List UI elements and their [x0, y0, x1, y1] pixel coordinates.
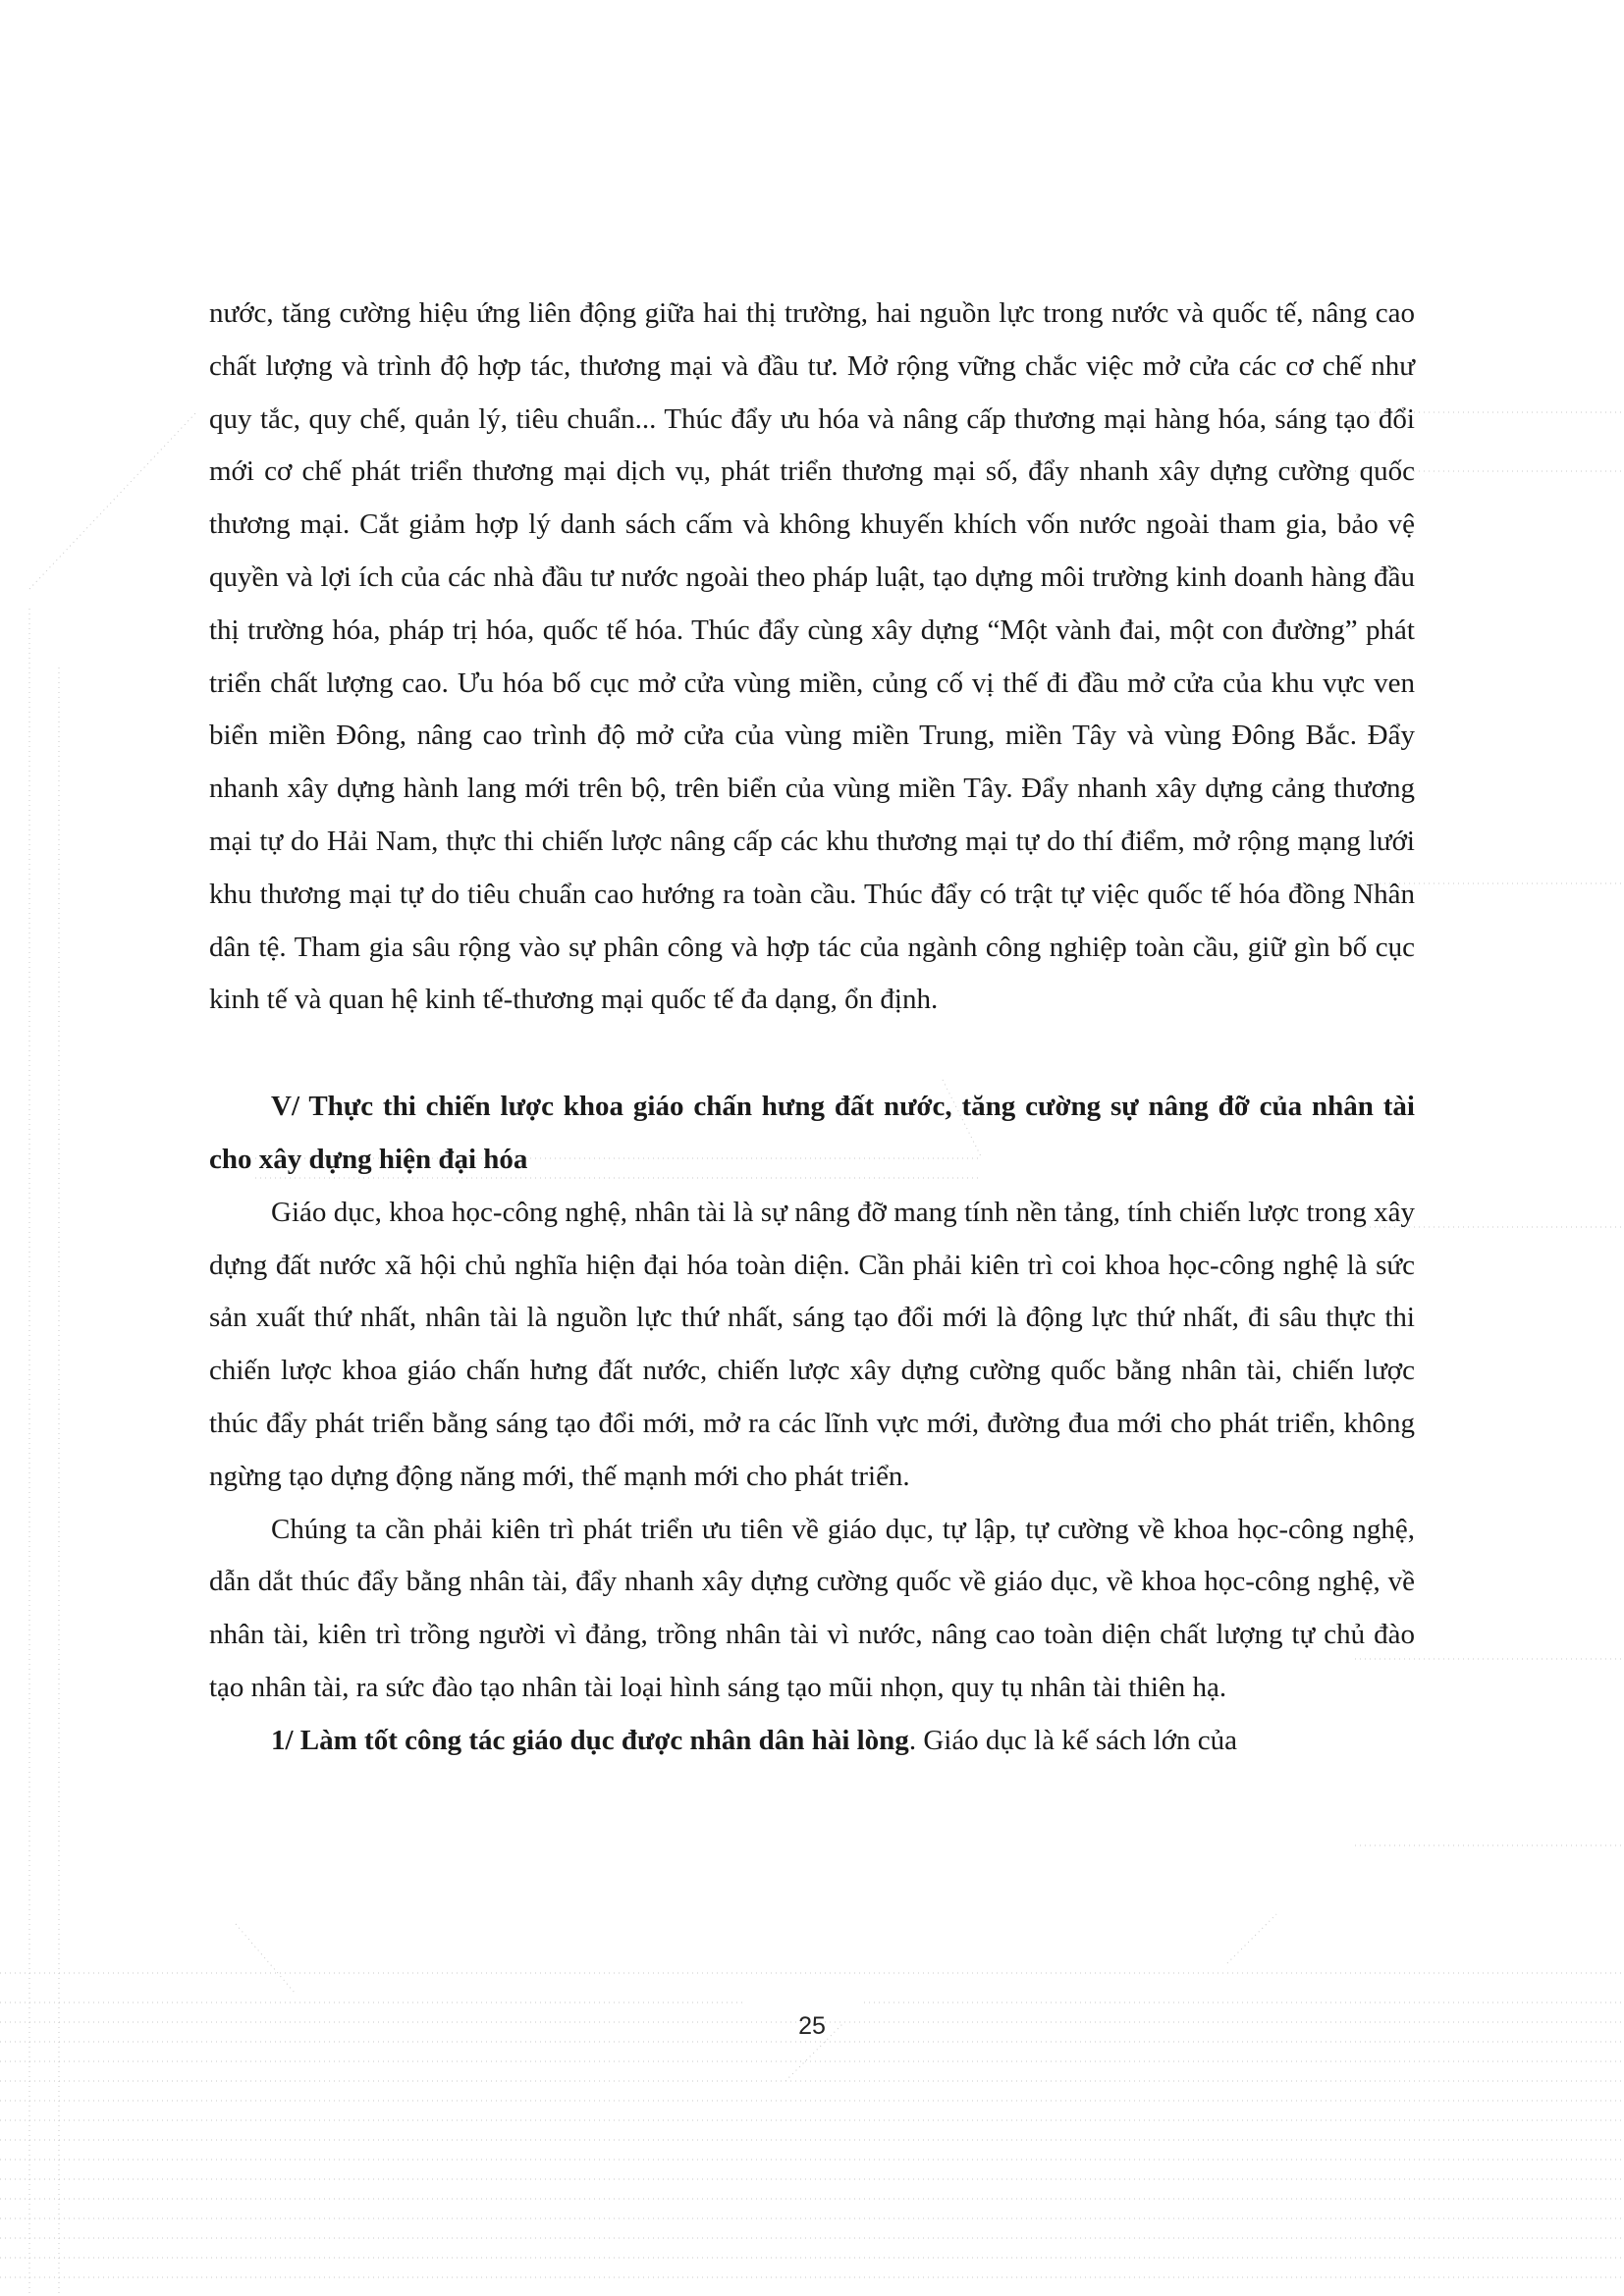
paragraph-trade-opening: nước, tăng cường hiệu ứng liên động giữa hai thị trường, hai nguồn lực trong nước và quốc tế, nâng cao chất lượng và trình độ hợp tác, thương mại và đầu tư. Mở rộng vững chắc việc mở cửa các cơ chế như quy tắc, quy chế, quản lý, tiêu chuẩn... Thúc đẩy ưu hóa và nâng cấp thương mại hàng hóa, sáng tạo đổi mới cơ chế phát triển thương mại dịch vụ, phát triển thương mại số, đẩy nhanh xây dựng cường quốc thương mại. Cắt giảm hợp lý danh sách cấm và không khuyến khích vốn nước ngoài tham gia, bảo vệ quyền và lợi ích của các nhà đầu tư nước ngoài theo pháp luật, tạo dựng môi trường kinh doanh hàng đầu thị trường hóa, pháp trị hóa, quốc tế hóa. Thúc đẩy cùng xây dựng “Một vành đai, một con đường” phát triển chất lượng cao. Ưu hóa bố cục mở cửa vùng miền, củng cố vị thế đi đầu mở cửa của khu vực ven biển miền Đông, nâng cao trình độ mở cửa của vùng miền Trung, miền Tây và vùng Đông Bắc. Đẩy nhanh xây dựng hành lang mới trên bộ, trên biển của vùng miền Tây. Đẩy nhanh xây dựng cảng thương mại tự do Hải Nam, thực thi chiến lược nâng cấp các khu thương mại tự do thí điểm, mở rộng mạng lưới khu thương mại tự do tiêu chuẩn cao hướng ra toàn cầu. Thúc đẩy có trật tự việc quốc tế hóa đồng Nhân dân tệ. Tham gia sâu rộng vào sự phân công và hợp tác của ngành công nghiệp toàn cầu, giữ gìn bố cục kinh tế và quan hệ kinh tế-thương mại quốc tế đa dạng, ổn định. — [209, 297, 1415, 1016]
paragraph-education-science: Giáo dục, khoa học-công nghệ, nhân tài là sự nâng đỡ mang tính nền tảng, tính chiến lược trong xây dựng đất nước xã hội chủ nghĩa hiện đại hóa toàn diện. Cần phải kiên trì coi khoa học-công nghệ là sức sản xuất thứ nhất, nhân tài là nguồn lực thứ nhất, sáng tạo đổi mới là động lực thứ nhất, đi sâu thực thi chiến lược khoa giáo chấn hưng đất nước, chiến lược xây dựng cường quốc bằng nhân tài, chiến lược thúc đẩy phát triển bằng sáng tạo đổi mới, mở ra các lĩnh vực mới, đường đua mới cho phát triển, không ngừng tạo dựng động năng mới, thế mạnh mới cho phát triển. — [209, 1196, 1415, 1492]
section-heading: V/ Thực thi chiến lược khoa giáo chấn hưng đất nước, tăng cường sự nâng đỡ của nhân tài cho xây dựng hiện đại hóa — [209, 1091, 1415, 1175]
section-gap — [209, 1027, 1415, 1081]
paragraph-education-text: . Giáo dục là kế sách lớn của — [908, 1724, 1238, 1756]
page-body — [209, 288, 1415, 1768]
paragraph-education-work — [209, 1715, 1415, 1768]
subheading-education: 1/ Làm tốt công tác giáo dục được nhân dân hài lòng — [271, 1724, 909, 1756]
page-number: 25 — [798, 2012, 826, 2040]
paragraph-priorities: Chúng ta cần phải kiên trì phát triển ưu tiên về giáo dục, tự lập, tự cường về khoa học-công nghệ, dẫn dắt thúc đẩy bằng nhân tài, đẩy nhanh xây dựng cường quốc về giáo dục, về khoa học-công nghệ, về nhân tài, kiên trì trồng người vì đảng, trồng nhân tài vì nước, nâng cao toàn diện chất lượng tự chủ đào tạo nhân tài, ra sức đào tạo nhân tài loại hình sáng tạo mũi nhọn, quy tụ nhân tài thiên hạ. — [209, 1513, 1415, 1703]
